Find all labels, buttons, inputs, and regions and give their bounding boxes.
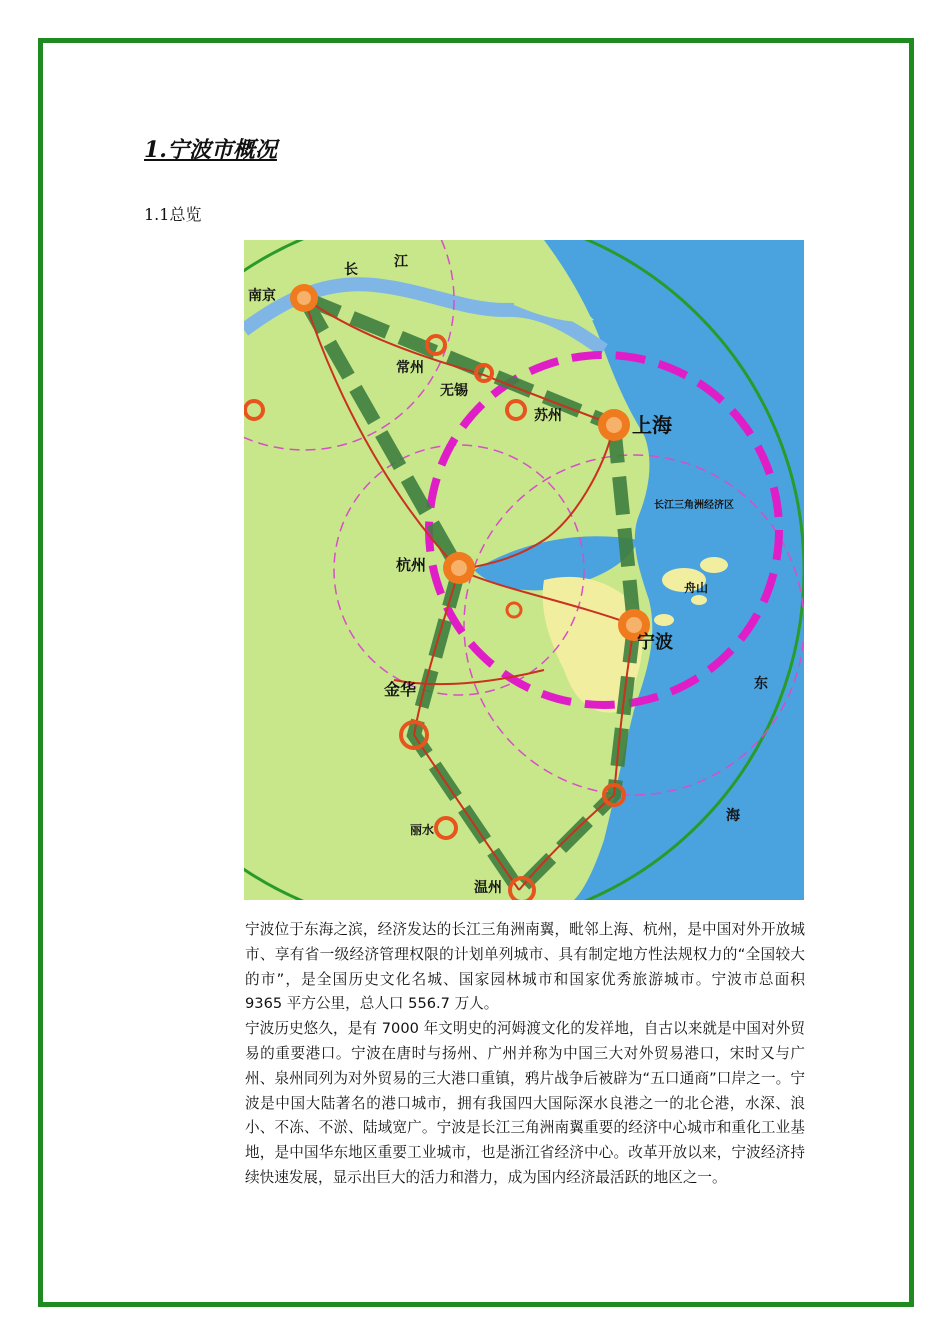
map-label-changzhou: 常州	[396, 360, 424, 376]
regional-map	[244, 240, 804, 900]
map-label-dong: 东	[754, 676, 768, 692]
map-label-delta: 长江三角洲经济区	[654, 500, 734, 511]
city-marker	[451, 560, 467, 576]
body-text	[245, 918, 805, 1191]
section-heading: 1.宁波市概况	[144, 137, 277, 163]
map-label-wuxi: 无锡	[440, 383, 468, 399]
map-label-jinhua: 金华	[384, 680, 417, 699]
map-label-nanjing: 南京	[248, 288, 276, 304]
map-label-river: 长	[344, 262, 358, 278]
zhoushan-island	[654, 614, 674, 626]
map-label-zhoushan: 舟山	[684, 581, 709, 595]
map-label-wenzhou: 温州	[474, 880, 502, 896]
zhoushan-island	[700, 557, 728, 573]
map-label-hai: 海	[726, 808, 740, 824]
city-marker	[606, 417, 622, 433]
map-label-suzhou: 苏州	[534, 408, 562, 424]
map-label-lishui: 丽水	[410, 823, 435, 837]
map-label-hangzhou: 杭州	[396, 556, 427, 574]
map-label-river: 江	[394, 254, 408, 270]
paragraph: 宁波位于东海之滨，经济发达的长江三角洲南翼，毗邻上海、杭州，是中国对外开放城市、享有省一级经济管理权限的计划单列城市、具有制定地方性法规权力的“全国较大的市”，是全国历史文化名城、国家园林城市和国家优秀旅游城市。宁波市总面积 9365 平方公里，总人口 556.7 万人。	[245, 921, 805, 1013]
city-marker	[626, 617, 642, 633]
paragraph: 宁波历史悠久，是有 7000 年文明史的河姆渡文化的发祥地，自古以来就是中国对外贸易的重要港口。宁波在唐时与扬州、广州并称为中国三大对外贸易港口，宋时又与广州、泉州同列为对外贸易的三大港口重镇，鸦片战争后被辟为“五口通商”口岸之一。宁波是中国大陆著名的港口城市，拥有我国四大国际深水良港之一的北仑港，水深、浪小、不冻、不淤、陆域宽广。宁波是长江三角洲南翼重要的经济中心城市和重化工业基地，是中国华东地区重要工业城市，也是浙江省经济中心。改革开放以来，宁波经济持续快速发展，显示出巨大的活力和潜力，成为国内经济最活跃的地区之一。	[245, 1020, 805, 1186]
city-marker	[297, 291, 311, 305]
zhoushan-island	[691, 595, 707, 605]
map-label-shanghai: 上海	[632, 413, 672, 437]
subsection-heading: 1.1总览	[144, 205, 202, 224]
map-label-ningbo: 宁波	[637, 632, 673, 653]
